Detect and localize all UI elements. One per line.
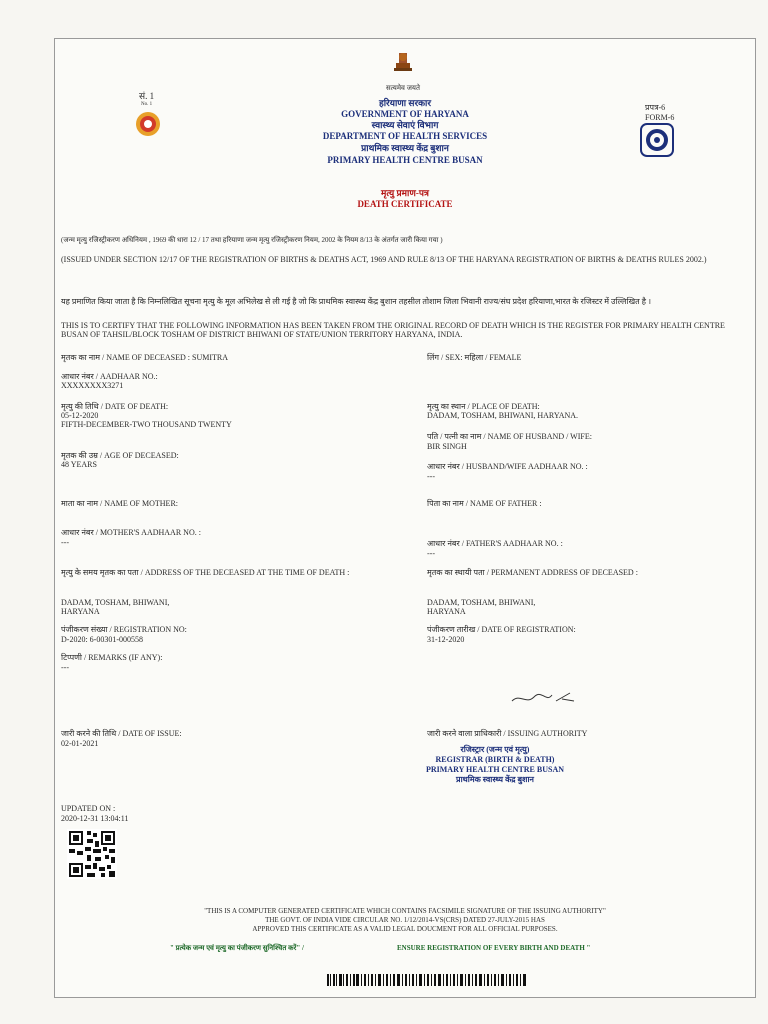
footer-note-1: "THIS IS A COMPUTER GENERATED CERTIFICATE WHICH CONTAINS FACSIMILE SIGNATURE OF THE ISSUING AUTHORITY" [204,907,606,915]
reg-date-value: 31-12-2020 [427,635,465,644]
crs-logo-icon [640,123,674,157]
reg-no-value: D-2020: 6-00301-000558 [61,635,143,644]
slogan-hi: " प्रत्येक जन्म एवं मृत्यु का पंजीकरण सुनिश्चित करें" / [170,944,304,952]
serial-en: No. 1 [141,102,153,107]
signature-icon [510,689,580,707]
serial-hi: सं. 1 [139,91,155,101]
pod-label: मृत्यु का स्थान / PLACE OF DEATH: [427,402,540,411]
dept-en: DEPARTMENT OF HEALTH SERVICES [322,131,488,141]
issued-en: (ISSUED UNDER SECTION 12/17 OF THE REGISTRATION OF BIRTHS & DEATHS ACT, 1969 AND RULE 8/13 OF THE HARYANA REGISTRATION OF BIRTHS & DEATHS RULES 2002.) [61,255,707,264]
reg-no-label: पंजीकरण संख्या / REGISTRATION NO: [61,625,187,634]
sex-label: लिंग / SEX: महिला / FEMALE [427,353,522,362]
title-en: DEATH CERTIFICATE [357,199,453,209]
dept-hi: स्वास्थ्य सेवाएं विभाग [371,120,439,130]
issue-date-label: जारी करने की तिथि / DATE OF ISSUE: [61,729,182,738]
mother-aadhaar-value: --- [61,538,69,547]
form-en: FORM-6 [645,113,675,122]
mother-aadhaar-label: आधार नंबर / MOTHER'S AADHAAR NO. : [61,528,201,537]
dod-label: मृत्यु की तिथि / DATE OF DEATH: [61,402,169,411]
phc-hi: प्राथमिक स्वास्थ्य केंद्र बुशान [361,143,449,153]
age-value: 48 YEARS [61,460,97,469]
certify-hi: यह प्रमाणित किया जाता है कि निम्नलिखित सूचना मृत्यु के मूल अभिलेख से ली गई है जो कि प्राथमिक स्वास्थ्य केंद्र बुशान तहसील तोशाम जिला भिवानी राज्य/संघ प्रदेश हरियाणा,भारत के रजिस्टर में उल्लिखित है । [61,297,651,306]
aadhaar-label: आधार नंबर / AADHAAR NO.: [61,372,158,381]
spouse-aadhaar-value: --- [427,472,435,481]
slogan-en: ENSURE REGISTRATION OF EVERY BIRTH AND DEATH " [397,944,591,952]
perm-line1: DADAM, TOSHAM, BHIWANI, [427,598,536,607]
age-label: मृतक की उम्र / AGE OF DECEASED: [61,451,179,460]
registrar-phc-en: PRIMARY HEALTH CENTRE BUSAN [425,765,565,774]
haryana-logo-icon [135,111,161,137]
gov-en: GOVERNMENT OF HARYANA [341,109,469,119]
form-hi: प्रपत्र-6 [645,103,666,112]
address-line2: HARYANA [61,607,100,616]
updated-label: UPDATED ON : [61,804,116,813]
certify-en: THIS IS TO CERTIFY THAT THE FOLLOWING INFORMATION HAS BEEN TAKEN FROM THE ORIGINAL RECORD OF DEATH WHICH IS THE REGISTER FOR PRIMARY HEALTH CENTRE BUSAN OF TAHSIL/BLOCK TOSHAM OF DISTRICT BHIWANI OF STATE/UNION TERRITORY HARYANA, INDIA. [61,321,725,339]
gov-hi: हरियाणा सरकार [378,98,432,108]
footer-note-2: THE GOVT. OF INDIA VIDE CIRCULAR NO. 1/12/2014-VS(CRS) DATED 27-JULY-2015 HAS [265,916,545,924]
perm-address-label: मृतक का स्थायी पता / PERMANENT ADDRESS OF DECEASED : [427,568,638,577]
updated-value: 2020-12-31 13:04:11 [61,814,129,823]
phc-en: PRIMARY HEALTH CENTRE BUSAN [327,155,483,165]
qr-code-icon [67,829,117,879]
issue-date-value: 02-01-2021 [61,739,99,748]
father-aadhaar-value: --- [427,549,435,558]
aadhaar-value: XXXXXXXX3271 [61,381,124,390]
address-line1: DADAM, TOSHAM, BHIWANI, [61,598,170,607]
dod-value: 05-12-2020 [61,411,99,420]
registrar-phc-hi: प्राथमिक स्वास्थ्य केंद्र बुशान [456,775,534,784]
father-label: पिता का नाम / NAME OF FATHER : [427,499,542,508]
footer-note-3: APPROVED THIS CERTIFICATE AS A VALID LEGAL DOUCMENT FOR ALL OFFICIAL PURPOSES. [252,925,558,933]
pod-value: DADAM, TOSHAM, BHIWANI, HARYANA. [427,411,579,420]
authority-label: जारी करने वाला प्राधिकारी / ISSUING AUTHORITY [427,729,588,738]
father-aadhaar-label: आधार नंबर / FATHER'S AADHAAR NO. : [427,539,563,548]
spouse-aadhaar-label: आधार नंबर / HUSBAND/WIFE AADHAAR NO. : [427,462,588,471]
address-label: मृत्यु के समय मृतक का पता / ADDRESS OF THE DECEASED AT THE TIME OF DEATH : [61,568,350,577]
national-emblem-icon [390,51,416,83]
dod-words: FIFTH-DECEMBER-TWO THOUSAND TWENTY [61,420,232,429]
perm-line2: HARYANA [427,607,466,616]
registrar-hi: रजिस्ट्रार (जन्म एवं मृत्यु) [460,745,530,754]
emblem-caption: सत्यमेव जयते [386,84,420,92]
title-hi: मृत्यु प्रमाण-पत्र [381,188,429,198]
registrar-en: REGISTRAR (BIRTH & DEATH) [435,755,555,764]
issued-hi: (जन्म मृत्यु रजिस्ट्रीकरण अधिनियम , 1969 की धारा 12 / 17 तथा हरियाणा जन्म मृत्यु रजिस्ट्रीकरण नियम, 2002 के नियम 8/13 के अंतर्गत जारी किया गया ) [61,236,443,244]
spouse-value: BIR SINGH [427,442,467,451]
remarks-value: --- [61,663,69,672]
mother-label: माता का नाम / NAME OF MOTHER: [61,499,179,508]
reg-date-label: पंजीकरण तारीख / DATE OF REGISTRATION: [427,625,576,634]
barcode-icon [327,974,527,986]
name-label: मृतक का नाम / NAME OF DECEASED : SUMITRA [61,353,229,362]
certificate-page [54,38,756,998]
remarks-label: टिप्पणी / REMARKS (IF ANY): [61,653,163,662]
spouse-label: पति / पत्नी का नाम / NAME OF HUSBAND / WIFE: [427,432,592,441]
